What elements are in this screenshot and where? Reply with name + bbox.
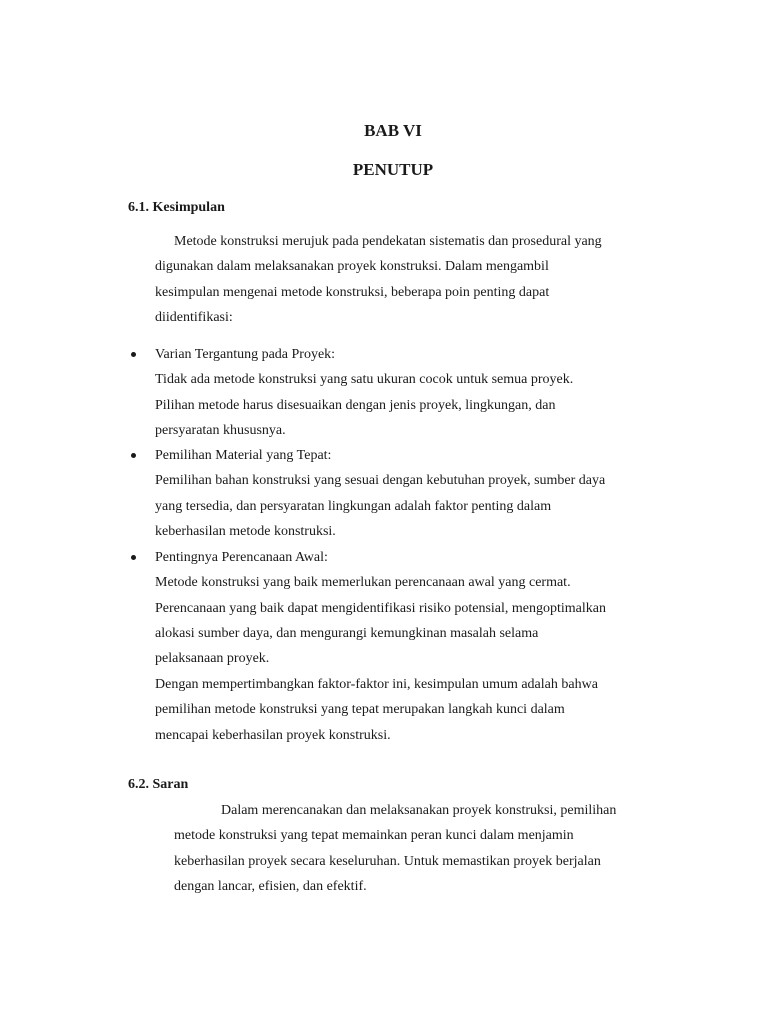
bullet-item bbox=[155, 443, 605, 544]
text-line: alokasi sumber daya, dan mengurangi kemungkinan masalah selama bbox=[155, 625, 539, 641]
text-line: metode konstruksi yang tepat memainkan peran kunci dalam menjamin bbox=[174, 828, 574, 844]
bullet-icon bbox=[131, 453, 136, 458]
text-line: digunakan dalam melaksanakan proyek konstruksi. Dalam mengambil bbox=[155, 259, 549, 275]
text-line: Pilihan metode harus disesuaikan dengan jenis proyek, lingkungan, dan bbox=[155, 397, 556, 413]
text-line: keberhasilan proyek secara keseluruhan. Untuk memastikan proyek berjalan bbox=[174, 853, 601, 869]
chapter-title: PENUTUP bbox=[352, 160, 434, 179]
text-line: diidentifikasi: bbox=[155, 309, 233, 325]
text-line: keberhasilan metode konstruksi. bbox=[155, 523, 336, 539]
text-line: Pemilihan bahan konstruksi yang sesuai dengan kebutuhan proyek, sumber daya bbox=[155, 473, 606, 489]
bullet-icon bbox=[131, 352, 136, 357]
section-heading-kesimpulan: 6.1. Kesimpulan bbox=[128, 200, 225, 215]
text-line: kesimpulan mengenai metode konstruksi, beberapa poin penting dapat bbox=[155, 284, 550, 300]
intro-paragraph bbox=[155, 229, 602, 330]
text-line: yang tersedia, dan persyaratan lingkungan adalah faktor penting dalam bbox=[155, 498, 552, 514]
text-line: Metode konstruksi yang baik memerlukan perencanaan awal yang cermat. bbox=[155, 575, 571, 591]
bullet-icon bbox=[131, 555, 136, 560]
text-line: Perencanaan yang baik dapat mengidentifikasi risiko potensial, mengoptimalkan bbox=[155, 600, 606, 616]
text-line: Metode konstruksi merujuk pada pendekatan sistematis dan prosedural yang bbox=[174, 234, 602, 249]
text-line: persyaratan khususnya. bbox=[155, 422, 286, 438]
section-heading-saran: 6.2. Saran bbox=[128, 777, 189, 792]
chapter-number: BAB VI bbox=[364, 121, 422, 140]
text-line: Tidak ada metode konstruksi yang satu ukuran cocok untuk semua proyek. bbox=[155, 372, 574, 388]
text-line: Dengan mempertimbangkan faktor-faktor ini, kesimpulan umum adalah bahwa bbox=[155, 677, 598, 692]
closing-paragraph bbox=[155, 672, 598, 748]
bullet-title: Pemilihan Material yang Tepat: bbox=[155, 448, 332, 463]
text-line: mencapai keberhasilan proyek konstruksi. bbox=[155, 727, 391, 743]
bullet-item bbox=[155, 545, 606, 671]
text-line: pemilihan metode konstruksi yang tepat merupakan langkah kunci dalam bbox=[155, 702, 565, 718]
bullet-title: Varian Tergantung pada Proyek: bbox=[155, 347, 336, 362]
text-line: pelaksanaan proyek. bbox=[155, 651, 270, 667]
text-line: Dalam merencanakan dan melaksanakan proyek konstruksi, pemilihan bbox=[221, 803, 617, 818]
bullet-title: Pentingnya Perencanaan Awal: bbox=[155, 550, 328, 565]
saran-paragraph bbox=[174, 798, 616, 899]
bullet-item bbox=[155, 342, 573, 443]
text-line: dengan lancar, efisien, dan efektif. bbox=[174, 878, 367, 894]
